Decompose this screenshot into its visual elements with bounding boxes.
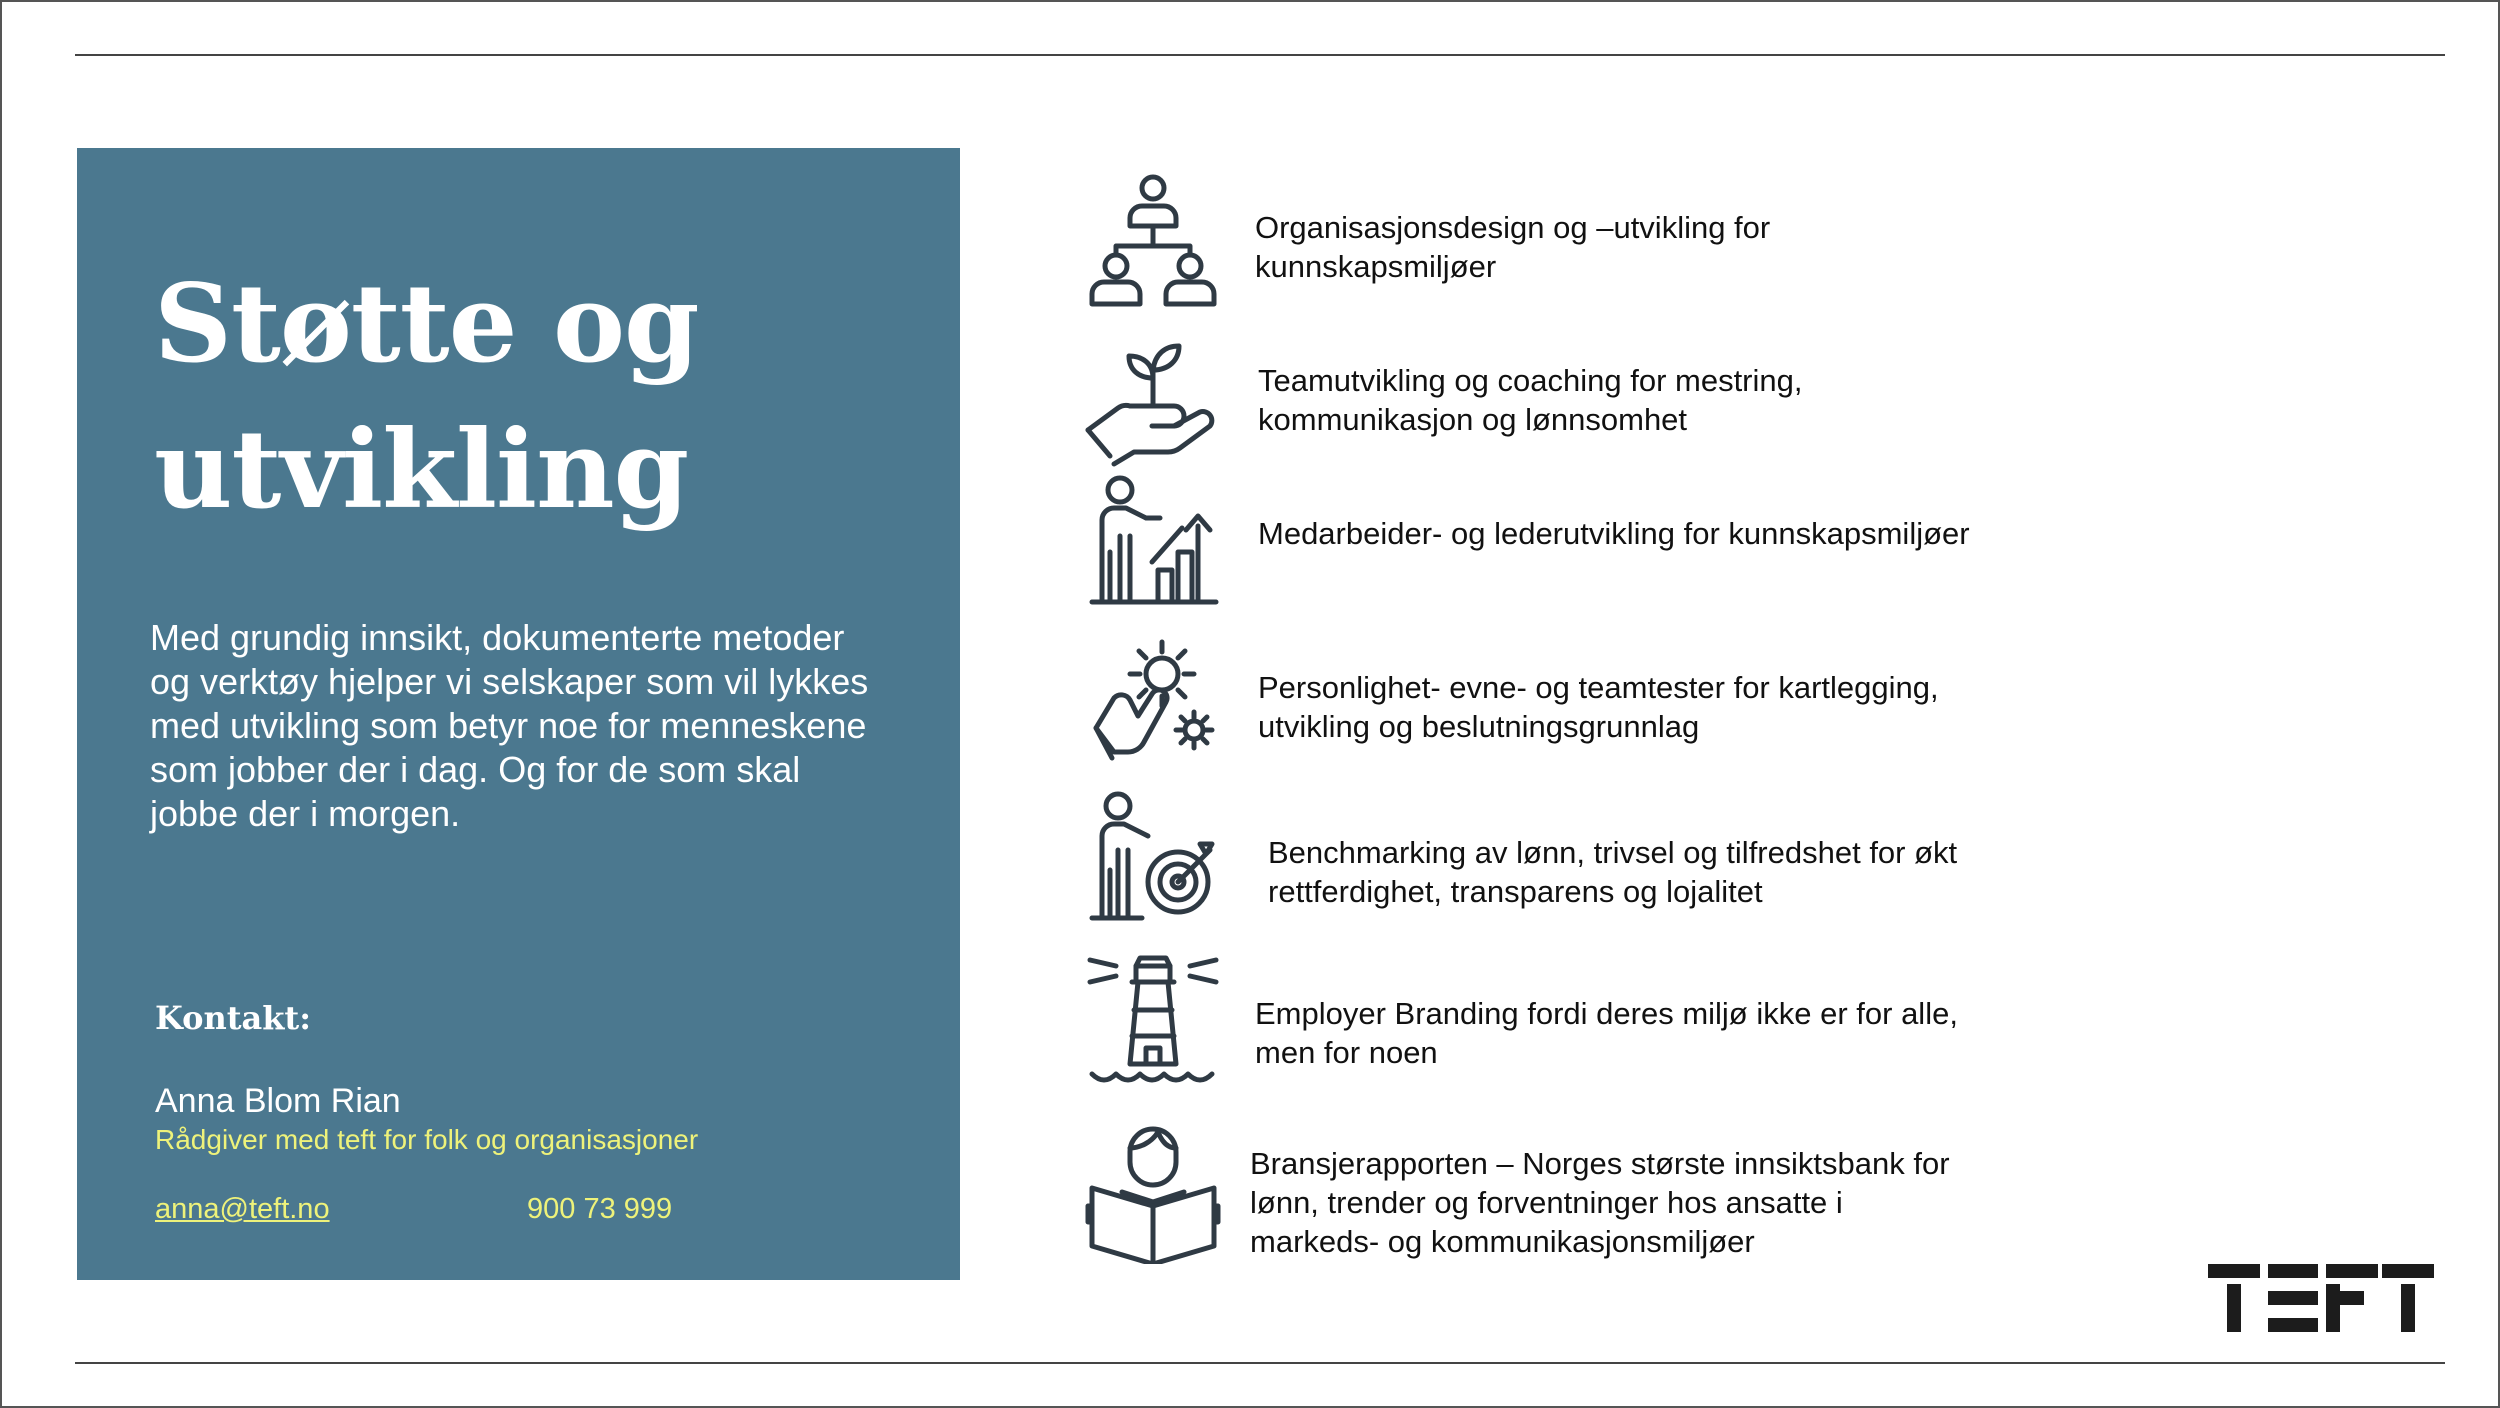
service-text-7: Bransjerapporten – Norges største innsiktsbank for lønn, trender og forventninger hos ansatte i markeds- og kommunikasjonsmiljøer bbox=[1250, 1146, 1950, 1259]
intro-text: Med grundig innsikt, dokumenterte metoder og verktøy hjelper vi selskaper som vil lykkes med utvikling som betyr noe for menneskene som jobber der i dag. Og for de som skal jobbe der i morgen. bbox=[150, 617, 869, 834]
service-text-2: Teamutvikling og coaching for mestring, kommunikasjon og lønnsomhet bbox=[1258, 363, 1803, 437]
contact-email-link[interactable]: anna@teft.no bbox=[155, 1193, 330, 1225]
contact-label: Kontakt: bbox=[155, 999, 311, 1037]
service-text-3: Medarbeider- og lederutvikling for kunnskapsmiljøer bbox=[1258, 516, 1970, 551]
seedling-hand-icon bbox=[1082, 326, 1224, 468]
service-text-4: Personlighet- evne- og teamtester for kartlegging, utvikling og beslutningsgrunnlag bbox=[1258, 670, 1939, 744]
service-text-6: Employer Branding fordi deres miljø ikke er for alle, men for noen bbox=[1255, 996, 1958, 1070]
growth-chart-person-icon bbox=[1082, 470, 1224, 612]
lighthouse-icon bbox=[1082, 948, 1224, 1090]
service-text-5: Benchmarking av lønn, trivsel og tilfredshet for økt rettferdighet, transparens og lojalitet bbox=[1268, 835, 1958, 909]
contact-phone: 900 73 999 bbox=[527, 1193, 673, 1225]
service-text-1: Organisasjonsdesign og –utvikling for kunnskapsmiljøer bbox=[1255, 210, 1771, 284]
target-person-icon bbox=[1082, 786, 1224, 928]
contact-name: Anna Blom Rian bbox=[155, 1082, 401, 1120]
info-panel bbox=[77, 148, 960, 1280]
reading-person-icon bbox=[1082, 1122, 1224, 1264]
bottom-divider bbox=[75, 1362, 2445, 1364]
title-line-1: Støtte og bbox=[154, 261, 699, 387]
gear-hand-icon bbox=[1082, 628, 1224, 770]
title-line-2: utvikling bbox=[154, 407, 689, 533]
org-chart-icon bbox=[1082, 166, 1224, 308]
page-title bbox=[154, 251, 914, 543]
teft-logo bbox=[2208, 1264, 2434, 1332]
contact-role: Rådgiver med teft for folk og organisasjoner bbox=[155, 1124, 699, 1155]
top-divider bbox=[75, 54, 2445, 56]
